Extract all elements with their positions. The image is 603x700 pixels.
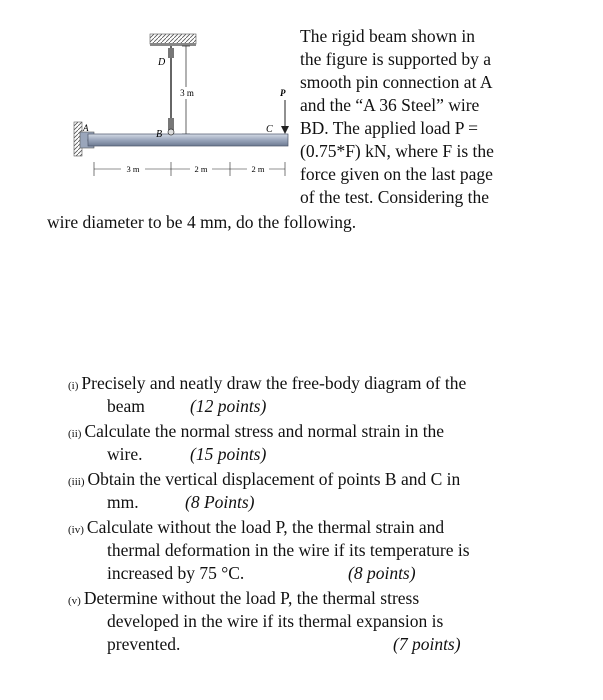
ceiling-support bbox=[150, 34, 196, 44]
question-4-line-2: thermal deformation in the wire if its temperature is bbox=[107, 540, 470, 560]
intro-line-5: BD. The applied load P = bbox=[300, 118, 479, 138]
question-1-points: (12 points) bbox=[190, 396, 267, 416]
question-4-number: (iv) bbox=[68, 524, 84, 536]
label-p: P bbox=[280, 88, 286, 98]
rigid-beam bbox=[88, 134, 288, 146]
label-c: C bbox=[266, 124, 273, 135]
intro-line-1: The rigid beam shown in bbox=[300, 26, 475, 46]
beam-figure bbox=[58, 30, 298, 190]
dim-mid-c: 2 m bbox=[251, 164, 265, 174]
question-5-number: (v) bbox=[68, 595, 81, 607]
label-d: D bbox=[158, 57, 166, 68]
dim-ab: 3 m bbox=[126, 164, 140, 174]
question-4-line-1: (iv) Calculate without the load P, the thermal strain and bbox=[68, 517, 445, 537]
question-2-points: (15 points) bbox=[190, 444, 267, 464]
question-5-line-3: prevented. bbox=[107, 634, 181, 654]
wire-length-label: 3 m bbox=[180, 88, 194, 98]
intro-line-9: wire diameter to be 4 mm, do the following. bbox=[47, 212, 357, 232]
question-1-line-2: beam bbox=[107, 396, 145, 416]
intro-line-2: the figure is supported by a bbox=[300, 49, 491, 69]
dim-b-mid: 2 m bbox=[194, 164, 208, 174]
intro-line-3: smooth pin connection at A bbox=[300, 72, 493, 92]
question-3-number: (iii) bbox=[68, 476, 85, 488]
intro-line-7: force given on the last page bbox=[300, 164, 493, 184]
label-b: B bbox=[156, 129, 163, 140]
question-5-points: (7 points) bbox=[393, 634, 461, 654]
question-1-number: (i) bbox=[68, 380, 79, 392]
question-2-line-2: wire. bbox=[107, 444, 143, 464]
intro-line-4: and the “A 36 Steel” wire bbox=[300, 95, 480, 115]
question-3-line-1: (iii) Obtain the vertical displacement of points B and C in bbox=[68, 469, 461, 489]
question-2-number: (ii) bbox=[68, 428, 82, 440]
question-1-line-1: (i) Precisely and neatly draw the free-body diagram of the bbox=[68, 373, 467, 393]
question-4-line-3: increased by 75 °C. bbox=[107, 563, 245, 583]
question-2-line-1: (ii) Calculate the normal stress and normal strain in the bbox=[68, 421, 445, 441]
question-5-line-1: (v) Determine without the load P, the thermal stress bbox=[68, 588, 420, 608]
question-5-line-2: developed in the wire if its thermal expansion is bbox=[107, 611, 444, 631]
intro-line-6: (0.75*F) kN, where F is the bbox=[300, 141, 494, 161]
question-4-points: (8 points) bbox=[348, 563, 416, 583]
question-3-line-2: mm. bbox=[107, 492, 139, 512]
question-3-points: (8 Points) bbox=[185, 492, 255, 512]
label-a: A bbox=[83, 123, 89, 133]
intro-line-8: of the test. Considering the bbox=[300, 187, 490, 207]
